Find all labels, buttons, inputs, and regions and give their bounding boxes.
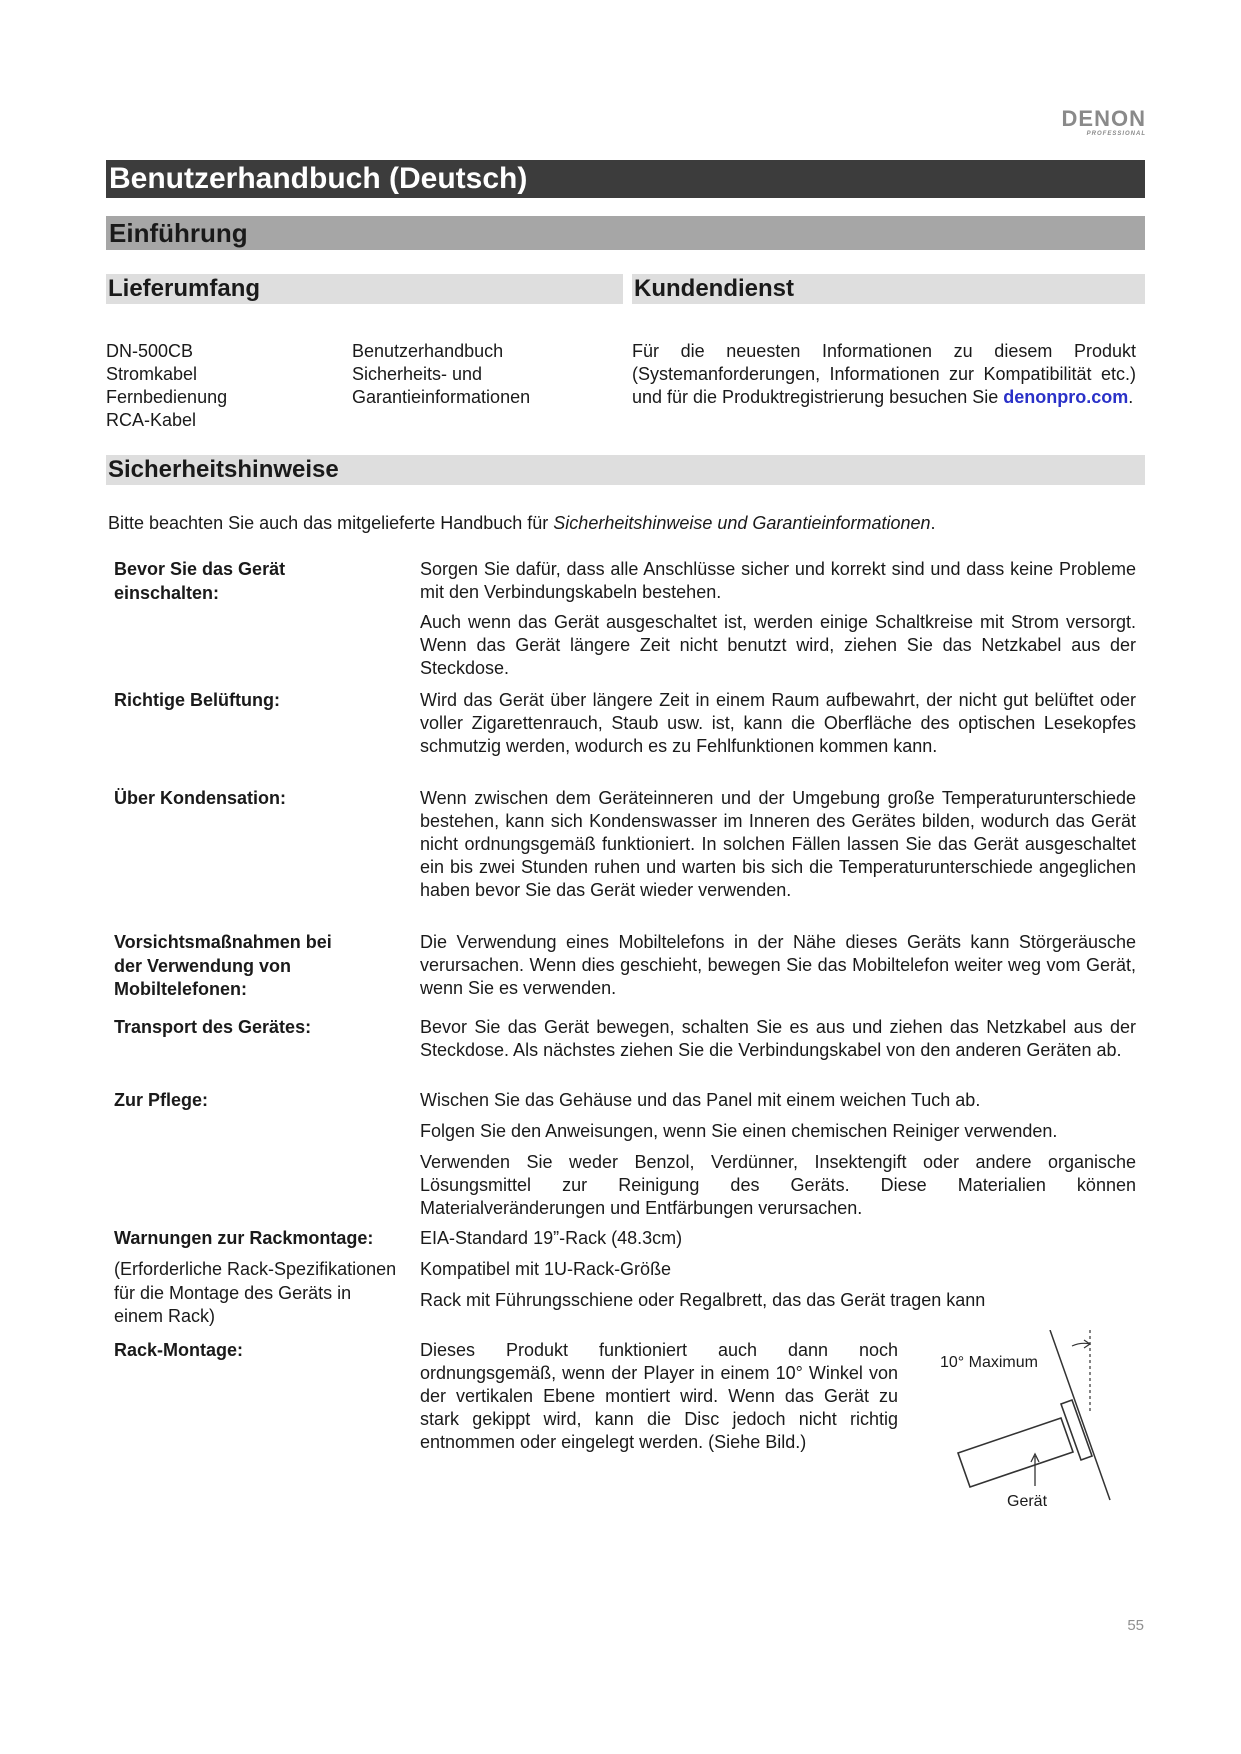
logo-wordmark: DENON — [1061, 106, 1146, 131]
support-body: Für die neuesten Informationen zu diesem Produkt (Systemanforderungen, Informationen zur Kompatibilität etc.) und für die Produktregistrierung besuchen Sie — [632, 341, 1136, 407]
list-item: Sicherheits- und — [352, 364, 483, 384]
logo-subline: PROFESSIONAL — [1086, 131, 1146, 137]
list-item: DN-500CB — [106, 341, 194, 361]
support-end: . — [1128, 387, 1134, 407]
para-rack-mount: Dieses Produkt funktioniert auch dann noch ordnungsgemäß, wenn der Player in einem 10° Winkel von der vertikalen Ebene montiert wird. Wenn das Gerät zu stark gekippt wird, kann die Disc jedoch nicht richtig entnommen oder eingelegt werden. (Siehe Bild.) — [420, 1340, 898, 1452]
list-item: Fernbedienung — [106, 387, 228, 407]
max-angle-label: 10° Maximum — [940, 1354, 1038, 1371]
safety-intro-italic: Sicherheitshinweise und Garantieinformationen — [553, 513, 931, 533]
label-rack-mount: Rack-Montage: — [114, 1340, 244, 1360]
label-transport: Transport des Gerätes: — [114, 1017, 312, 1037]
label-care: Zur Pflege: — [114, 1090, 209, 1110]
section-title-intro: Einführung — [106, 216, 1145, 250]
label-condensation: Über Kondensation: — [114, 788, 287, 808]
list-item: Stromkabel — [106, 364, 198, 384]
para-rack-warnings: EIA-Standard 19”-Rack (48.3cm) — [420, 1228, 683, 1248]
support-text — [632, 340, 1136, 409]
para-transport: Bevor Sie das Gerät bewegen, schalten Sie es aus und ziehen das Netzkabel aus der Steckdose. Als nächstes ziehen Sie die Verbindungskabel von den anderen Geräten ab. — [420, 1017, 1136, 1060]
para-before-power-2: Auch wenn das Gerät ausgeschaltet ist, werden einige Schaltkreise mit Strom versorgt. Wenn das Gerät längere Zeit nicht benutzt wird, ziehen Sie das Netzkabel aus der Steckdose. — [420, 612, 1136, 678]
scope-list-1 — [106, 340, 227, 432]
heading-support: Kundendienst — [632, 274, 1145, 304]
safety-intro — [108, 512, 1138, 535]
para-condensation: Wenn zwischen dem Geräteinneren und der Umgebung große Temperaturunterschiede bestehen, kann sich Kondenswasser im Inneren des Gerätes bilden, wodurch das Gerät nicht ordnungsgemäß funktioniert. In solchen Fällen lassen Sie das Gerät ausgeschaltet ein bis zwei Stunden ruhen und warten bis sich die Temperaturunterschiede angeglichen haben bevor Sie das Gerät wieder verwenden. — [420, 788, 1136, 900]
label-before-power: Bevor Sie das Gerät einschalten: — [114, 559, 286, 603]
heading-scope: Lieferumfang — [106, 274, 623, 304]
para-mobile: Die Verwendung eines Mobiltelefons in der Nähe dieses Geräts kann Störgeräusche verursachen. Wenn dies geschieht, bewegen Sie das Mobiltelefon weiter weg vom Gerät, wenn Sie es verwenden. — [420, 932, 1136, 998]
device-body-shape — [958, 1418, 1073, 1487]
device-label: Gerät — [1007, 1493, 1048, 1510]
label-mobile: Vorsichtsmaßnahmen bei der Verwendung von Mobiltelefonen: — [114, 932, 332, 999]
support-link[interactable]: denonpro.com — [1003, 387, 1129, 407]
para-rack-specs-1: Kompatibel mit 1U-Rack-Größe — [420, 1259, 672, 1279]
list-item: Garantieinformationen — [352, 387, 531, 407]
para-care-3: Verwenden Sie weder Benzol, Verdünner, Insektengift oder andere organische Lösungsmittel zur Reinigung des Geräts. Diese Materialien können Materialveränderungen und Entfärbungen verursachen. — [420, 1152, 1136, 1218]
safety-intro-end: . — [930, 513, 936, 533]
label-rack-warnings: Warnungen zur Rackmontage: — [114, 1228, 374, 1248]
page-number: 55 — [1127, 1617, 1144, 1634]
heading-safety: Sicherheitshinweise — [106, 455, 1145, 485]
para-before-power-1: Sorgen Sie dafür, dass alle Anschlüsse sicher und korrekt sind und dass keine Probleme mit den Verbindungskabeln bestehen. — [420, 559, 1136, 602]
label-rack-specs: (Erforderliche Rack-Spezifikationen für die Montage des Geräts in einem Rack) — [114, 1259, 397, 1326]
para-ventilation: Wird das Gerät über längere Zeit in einem Raum aufbewahrt, der nicht gut belüftet oder voller Zigarettenrauch, Staub usw. ist, kann die Oberfläche des optischen Lesekopfes schmutzig werden, wodurch es zu Fehlfunktionen kommen kann. — [420, 690, 1136, 756]
para-care-1: Wischen Sie das Gehäuse und das Panel mit einem weichen Tuch ab. — [420, 1090, 981, 1110]
list-item: Benutzerhandbuch — [352, 341, 504, 361]
page-title: Benutzerhandbuch (Deutsch) — [106, 160, 1145, 198]
list-item: RCA-Kabel — [106, 410, 197, 430]
para-rack-specs-2: Rack mit Führungsschiene oder Regalbrett, das das Gerät tragen kann — [420, 1290, 986, 1310]
para-care-2: Folgen Sie den Anweisungen, wenn Sie einen chemischen Reiniger verwenden. — [420, 1121, 1058, 1141]
tilted-rack-line — [1050, 1330, 1110, 1500]
denon-logo — [1056, 108, 1146, 138]
label-ventilation: Richtige Belüftung: — [114, 690, 280, 710]
tilt-diagram — [940, 1330, 1140, 1520]
safety-intro-text: Bitte beachten Sie auch das mitgelieferte Handbuch für — [108, 513, 549, 533]
scope-list-2 — [352, 340, 530, 409]
